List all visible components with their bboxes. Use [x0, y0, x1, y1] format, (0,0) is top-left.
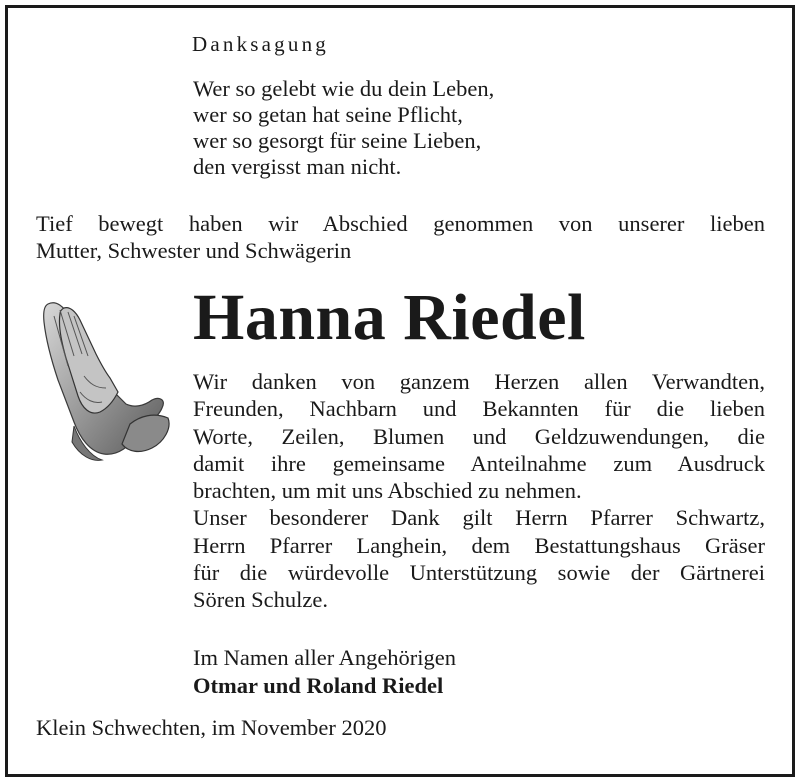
thanks-line: brachten, um mit uns Abschied zu nehmen.	[193, 478, 582, 504]
poem-line: wer so gesorgt für seine Lieben,	[193, 128, 482, 153]
signature-names: Otmar und Roland Riedel	[193, 673, 444, 698]
signature-intro: Im Namen aller Angehörigen	[193, 645, 457, 670]
praying-hands-icon	[34, 296, 176, 466]
thanks-text	[193, 368, 765, 614]
poem-line: Wer so gelebt wie du dein Leben,	[193, 76, 495, 101]
deceased-name: Hanna Riedel	[193, 281, 586, 354]
intro-line: Tief bewegt haben wir Abschied genommen von unserer lieben	[36, 211, 765, 236]
intro-text	[36, 210, 765, 264]
signature-block	[193, 644, 456, 700]
poem-line: den vergisst man nicht.	[193, 154, 402, 179]
place-date: Klein Schwechten, im November 2020	[36, 715, 387, 740]
notice-heading: Danksagung	[192, 32, 329, 56]
thanks-line: für die würdevolle Unterstützung sowie der Gärtnerei	[193, 560, 765, 586]
thanks-line: Worte, Zeilen, Blumen und Geldzuwendungen, die	[193, 423, 765, 449]
poem	[193, 76, 494, 180]
thanks-line: Sören Schulze.	[193, 587, 328, 613]
thanks-line: Wir danken von ganzem Herzen allen Verwandten,	[193, 369, 765, 394]
thanks-line: Unser besonderer Dank gilt Herrn Pfarrer Schwartz,	[193, 505, 765, 531]
intro-line: Mutter, Schwester und Schwägerin	[36, 238, 352, 263]
thanks-line: Freunden, Nachbarn und Bekannten für die lieben	[193, 396, 765, 422]
thanks-line: damit ihre gemeinsame Anteilnahme zum Ausdruck	[193, 450, 765, 476]
poem-line: wer so getan hat seine Pflicht,	[193, 102, 463, 127]
thanks-line: Herrn Pfarrer Langhein, dem Bestattungshaus Gräser	[193, 532, 765, 558]
